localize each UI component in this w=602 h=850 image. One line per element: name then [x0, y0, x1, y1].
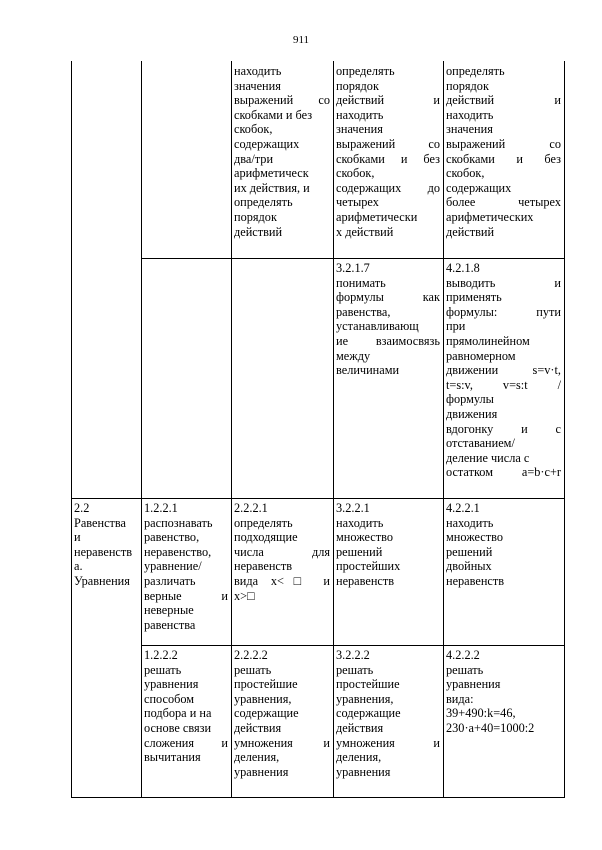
cell-line: неравенств — [234, 559, 293, 574]
cell-line: между — [336, 348, 371, 363]
cell-line: Уравнения — [74, 573, 130, 588]
cell-line: порядок — [336, 78, 379, 93]
cell-line: умножения и — [336, 735, 440, 750]
table-row-border — [71, 498, 565, 499]
cell-line: содержащих — [234, 136, 300, 151]
table-cell-r2-col4 — [336, 501, 440, 589]
table-row-border — [141, 645, 565, 646]
cell-line: выводить и — [446, 275, 561, 290]
table-cell-r3-col4 — [336, 648, 440, 779]
cell-line: Равенства — [74, 515, 127, 530]
cell-line: значения — [336, 122, 383, 137]
cell-line: деления, — [336, 750, 382, 765]
cell-line: вида: — [446, 691, 474, 706]
cell-line: арифметических — [446, 209, 534, 224]
cell-line: действия — [336, 720, 384, 735]
cell-line: равенства, — [336, 304, 391, 319]
table-cell-r3-col5 — [446, 648, 561, 736]
cell-line: двойных — [446, 559, 492, 574]
table-cell-r0-col4 — [336, 64, 440, 239]
table-cell-r2-col3 — [234, 501, 330, 603]
cell-line: порядок — [446, 78, 489, 93]
cell-line: неравенств — [336, 573, 395, 588]
cell-line: распознавать — [144, 515, 213, 530]
cell-line: действий — [446, 224, 495, 239]
cell-line: ие взаимосвязь — [336, 333, 440, 348]
cell-line: различать — [144, 573, 196, 588]
cell-line: уравнение/ — [144, 559, 202, 574]
cell-line: 1.2.2.2 — [144, 648, 178, 662]
table-col-border — [443, 61, 444, 798]
cell-line: множество — [446, 530, 504, 545]
cell-line: вдогонку и с — [446, 421, 561, 436]
cell-line: содержащие — [336, 706, 401, 721]
cell-line: 3.2.2.2 — [336, 648, 370, 662]
cell-line: и — [74, 530, 81, 545]
cell-line: формулы — [446, 392, 494, 407]
cell-line: множество — [336, 530, 394, 545]
cell-line: решений — [446, 544, 493, 559]
cell-line: 3.2.2.1 — [336, 501, 370, 515]
cell-line: решать — [234, 662, 272, 677]
cell-line: 2.2.2.1 — [234, 501, 268, 515]
cell-line: 4.2.1.8 — [446, 261, 480, 275]
cell-line: формулы как — [336, 290, 440, 305]
cell-line: 4.2.2.1 — [446, 501, 480, 515]
cell-line: понимать — [336, 275, 386, 290]
cell-line: скобками и без — [446, 151, 561, 166]
cell-line: находить — [336, 515, 384, 530]
cell-line: 39+490:k=46, — [446, 706, 516, 721]
table-row-border — [231, 258, 565, 259]
cell-line: выражений со — [446, 136, 561, 151]
table-cell-r2-col2 — [144, 501, 228, 632]
cell-line: находить — [446, 515, 494, 530]
cell-line: простейшие — [234, 677, 298, 692]
cell-line: содержащих — [446, 180, 512, 195]
cell-line: 4.2.2.2 — [446, 648, 480, 662]
cell-line: находить — [446, 107, 494, 122]
cell-line: неверные — [144, 603, 194, 618]
cell-line: решать — [144, 662, 182, 677]
cell-line: определять — [446, 64, 505, 78]
cell-line: определять — [336, 64, 395, 78]
table-cell-r0-col3 — [234, 64, 330, 239]
cell-line: действий — [234, 224, 283, 239]
table-cell-r0-col5 — [446, 64, 561, 239]
table-col-border — [231, 61, 232, 798]
cell-line: формулы: пути — [446, 304, 561, 319]
cell-line: значения — [234, 78, 281, 93]
cell-line: 1.2.2.1 — [144, 501, 178, 515]
cell-line: 230·a+40=1000:2 — [446, 720, 535, 735]
cell-line: умножения и — [234, 735, 330, 750]
cell-line: арифметическ — [234, 166, 309, 181]
cell-line: основе связи — [144, 720, 212, 735]
cell-line: t=s:v, v=s:t / — [446, 377, 561, 392]
table-cell-r1-col5 — [446, 261, 561, 480]
cell-line: равенства — [144, 617, 196, 632]
cell-line: верные и — [144, 588, 228, 603]
cell-line: уравнения, — [234, 691, 292, 706]
cell-line: применять — [446, 290, 502, 305]
page-number: 911 — [292, 34, 310, 46]
cell-line: содержащие — [234, 706, 299, 721]
table-row-border — [141, 258, 232, 259]
table-cell-r2-col1 — [74, 501, 138, 589]
cell-line: вида x<□ и — [234, 573, 330, 588]
cell-line: скобками и без — [234, 107, 313, 122]
cell-line: содержащих до — [336, 180, 440, 195]
cell-line: скобками и без — [336, 151, 440, 166]
cell-line: 2.2.2.2 — [234, 648, 268, 662]
cell-line: равномерном — [446, 348, 516, 363]
cell-line: находить — [336, 107, 384, 122]
cell-line: уравнения — [446, 677, 501, 692]
cell-line: уравнения — [336, 764, 391, 779]
cell-line: четырех — [336, 195, 379, 210]
cell-line: находить — [234, 64, 282, 78]
cell-line: подбора и на — [144, 706, 212, 721]
cell-line: скобок, — [234, 122, 273, 137]
cell-line: простейшие — [336, 677, 400, 692]
cell-line: деления, — [234, 750, 280, 765]
cell-line: неравенств — [74, 544, 133, 559]
cell-line: уравнения — [144, 677, 199, 692]
cell-line: действий и — [446, 93, 561, 108]
cell-line: их действия, и — [234, 180, 310, 195]
cell-line: способом — [144, 691, 195, 706]
cell-line: решений — [336, 544, 383, 559]
table-col-border — [71, 61, 72, 798]
cell-line: числа для — [234, 544, 330, 559]
cell-line: значения — [446, 122, 493, 137]
cell-line: неравенство, — [144, 544, 212, 559]
cell-line: x>□ — [234, 588, 255, 603]
cell-line: остатком a=b·c+r — [446, 465, 561, 480]
cell-line: решать — [446, 662, 484, 677]
cell-line: деление числа с — [446, 450, 530, 465]
cell-line: х действий — [336, 224, 394, 239]
cell-line: скобок, — [446, 166, 485, 181]
cell-line: определять — [234, 195, 293, 210]
table-col-border — [333, 61, 334, 798]
table-col-border — [564, 61, 565, 798]
cell-line: определять — [234, 515, 293, 530]
table-cell-r3-col3 — [234, 648, 330, 779]
cell-line: более четырех — [446, 195, 561, 210]
cell-line: подходящие — [234, 530, 298, 545]
cell-line: арифметически — [336, 209, 418, 224]
cell-line: выражений со — [336, 136, 440, 151]
cell-line: прямолинейном — [446, 333, 530, 348]
table-col-border — [141, 61, 142, 798]
cell-line: 3.2.1.7 — [336, 261, 370, 275]
cell-line: неравенств — [446, 573, 505, 588]
cell-line: 2.2 — [74, 501, 90, 515]
cell-line: действий и — [336, 93, 440, 108]
table-cell-r1-col4 — [336, 261, 440, 378]
cell-line: при — [446, 319, 466, 334]
cell-line: решать — [336, 662, 374, 677]
cell-line: выражений со — [234, 93, 330, 108]
cell-line: скобок, — [336, 166, 375, 181]
cell-line: движения — [446, 406, 498, 421]
cell-line: равенство, — [144, 530, 200, 545]
cell-line: действия — [234, 720, 282, 735]
cell-line: сложения и — [144, 735, 228, 750]
cell-line: два/три — [234, 151, 274, 166]
table-row-border — [71, 797, 565, 798]
cell-line: уравнения — [234, 764, 289, 779]
cell-line: отставанием/ — [446, 436, 515, 451]
cell-line: а. — [74, 559, 83, 574]
cell-line: простейших — [336, 559, 401, 574]
cell-line: движении s=v·t, — [446, 363, 561, 378]
cell-line: устанавливающ — [336, 319, 419, 334]
cell-line: величинами — [336, 363, 400, 378]
cell-line: порядок — [234, 209, 277, 224]
cell-line: уравнения, — [336, 691, 394, 706]
table-cell-r3-col2 — [144, 648, 228, 765]
cell-line: вычитания — [144, 750, 201, 765]
table-cell-r2-col5 — [446, 501, 561, 589]
